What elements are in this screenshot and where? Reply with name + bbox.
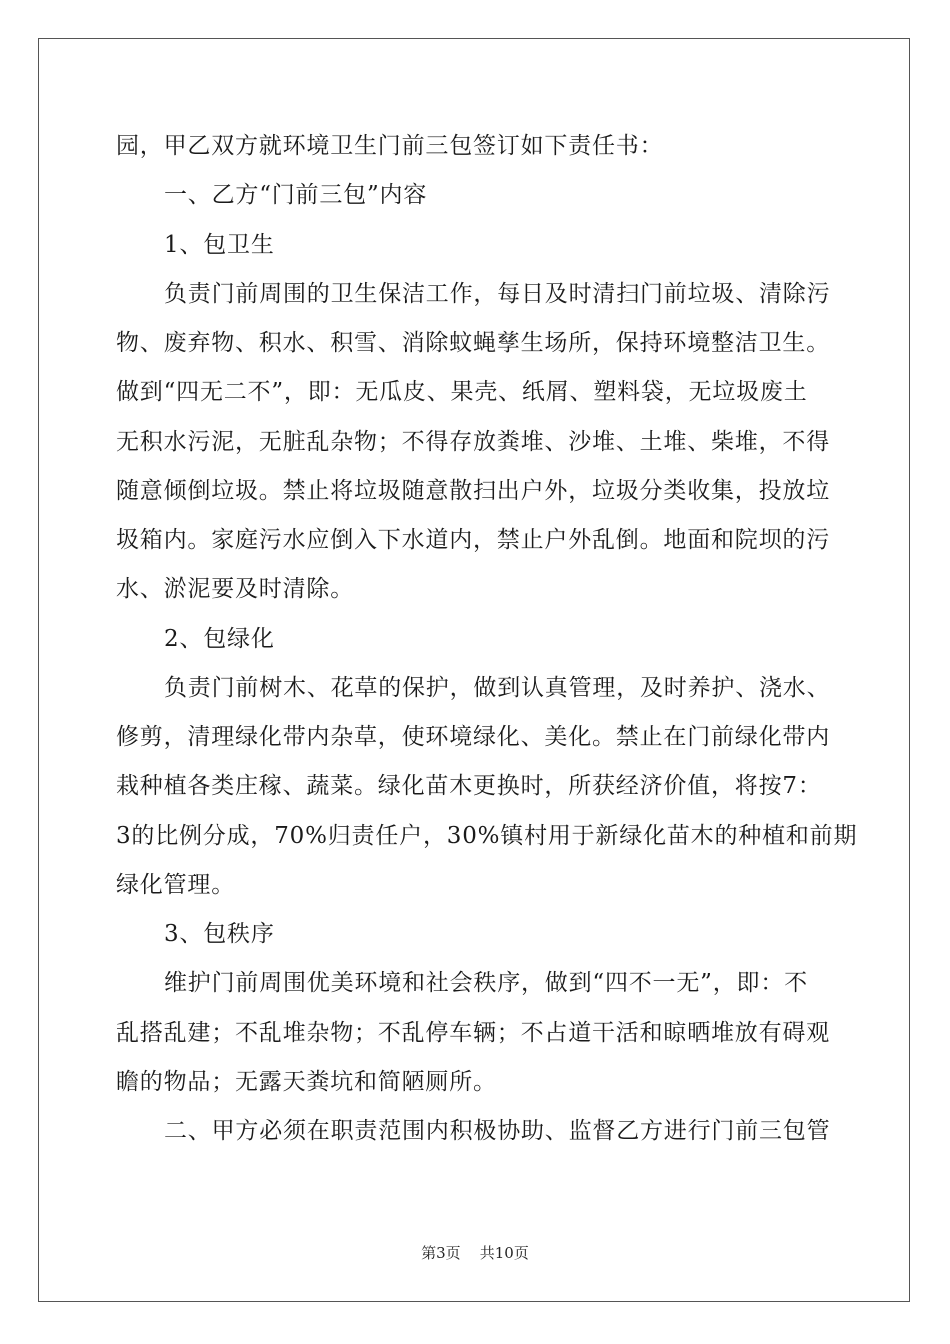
text-line: 负责门前树木、花草的保护，做到认真管理，及时养护、浇水、: [164, 674, 831, 701]
text-line: 负责门前周围的卫生保洁工作，每日及时清扫门前垃圾、清除污: [164, 280, 831, 307]
text-line: 随意倾倒垃圾。禁止将垃圾随意散扫出户外，垃圾分类收集，投放垃: [116, 477, 830, 504]
text-line: 3的比例分成，70%归责任户，30%镇村用于新绿化苗木的种植和前期: [116, 822, 858, 849]
text-line: 乱搭乱建；不乱堆杂物；不乱停车辆；不占道干活和晾晒堆放有碍观: [116, 1019, 830, 1046]
page-number: 第3页: [421, 1244, 461, 1262]
text-line: 水、淤泥要及时清除。: [116, 576, 354, 603]
text-line: 2、包绿化: [164, 625, 275, 652]
text-line: 二、甲方必须在职责范围内积极协助、监督乙方进行门前三包管: [164, 1118, 831, 1144]
text-line: 园，甲乙双方就环境卫生门前三包签订如下责任书：: [116, 133, 664, 159]
text-line: 瞻的物品；无露天粪坑和简陋厕所。: [116, 1068, 497, 1095]
page-footer: [0, 1242, 950, 1263]
text-line: 绿化管理。: [116, 871, 235, 898]
text-line: 修剪，清理绿化带内杂草，使环境绿化、美化。禁止在门前绿化带内: [116, 724, 830, 750]
text-line: 维护门前周围优美环境和社会秩序，做到“四不一无”，即：不: [164, 970, 808, 997]
text-line: 圾箱内。家庭污水应倒入下水道内，禁止户外乱倒。地面和院坝的污: [116, 527, 830, 553]
text-line: 栽种植各类庄稼、蔬菜。绿化苗木更换时，所获经济价值，将按7：: [116, 773, 822, 800]
page-total: 共10页: [479, 1244, 529, 1262]
text-line: 物、废弃物、积水、积雪、消除蚊蝇孳生场所，保持环境整洁卫生。: [116, 330, 830, 356]
text-line: 1、包卫生: [164, 231, 275, 258]
document-body: [116, 122, 858, 1156]
text-line: 做到“四无二不”，即：无瓜皮、果壳、纸屑、塑料袋，无垃圾废土: [116, 379, 808, 406]
text-line: 一、乙方“门前三包”内容: [164, 182, 428, 209]
text-line: 3、包秩序: [164, 921, 275, 947]
text-line: 无积水污泥，无脏乱杂物；不得存放粪堆、沙堆、土堆、柴堆，不得: [116, 428, 830, 455]
